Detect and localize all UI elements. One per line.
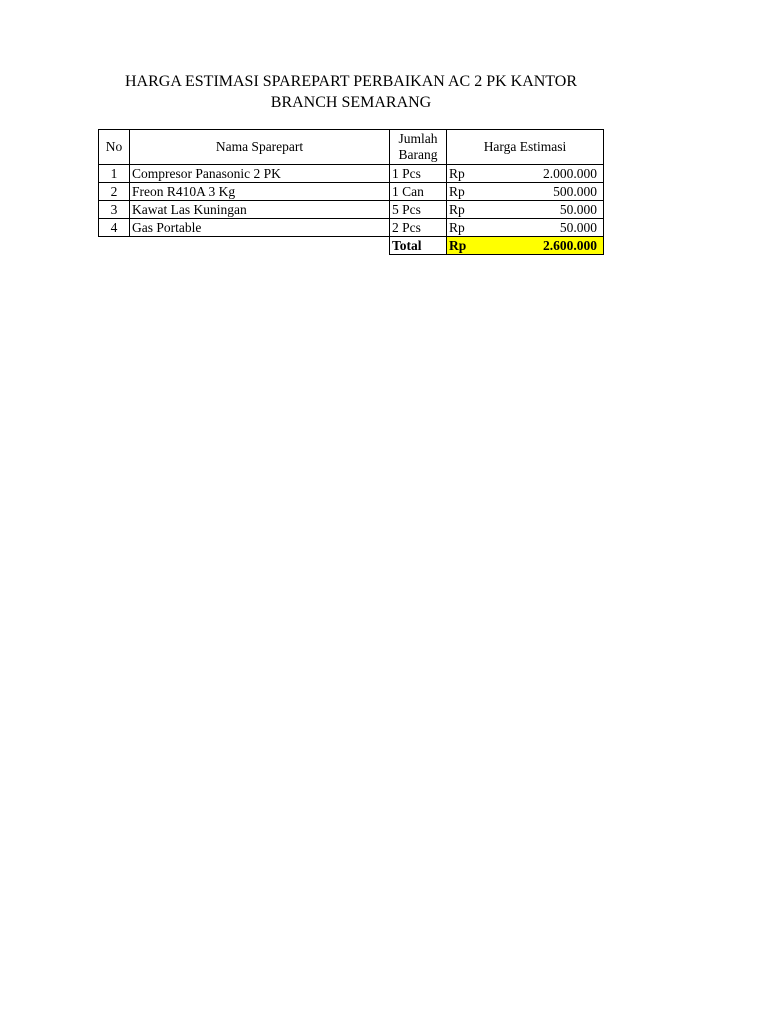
row-nama: Freon R410A 3 Kg xyxy=(130,183,390,201)
row-jumlah: 1 Pcs xyxy=(390,165,447,183)
header-no: No xyxy=(99,130,130,165)
row-no: 1 xyxy=(99,165,130,183)
total-spacer-no xyxy=(99,237,130,255)
total-currency: Rp xyxy=(447,237,471,255)
row-no: 4 xyxy=(99,219,130,237)
row-harga: 50.000 xyxy=(471,201,604,219)
row-no: 2 xyxy=(99,183,130,201)
row-nama: Compresor Panasonic 2 PK xyxy=(130,165,390,183)
table-row xyxy=(99,165,604,183)
total-value: 2.600.000 xyxy=(471,237,604,255)
document-title xyxy=(98,71,604,113)
row-currency: Rp xyxy=(447,165,471,183)
row-currency: Rp xyxy=(447,219,471,237)
header-jumlah-barang xyxy=(390,130,447,165)
estimate-table xyxy=(98,129,604,255)
row-nama: Kawat Las Kuningan xyxy=(130,201,390,219)
header-jumlah-line-2: Barang xyxy=(398,147,438,162)
title-line-1: HARGA ESTIMASI SPAREPART PERBAIKAN AC 2 PK KANTOR xyxy=(124,73,578,90)
row-jumlah: 2 Pcs xyxy=(390,219,447,237)
total-spacer-nama xyxy=(130,237,390,255)
row-jumlah: 1 Can xyxy=(390,183,447,201)
row-currency: Rp xyxy=(447,183,471,201)
row-harga: 50.000 xyxy=(471,219,604,237)
title-line-2: BRANCH SEMARANG xyxy=(270,94,432,111)
table-row xyxy=(99,219,604,237)
row-harga: 2.000.000 xyxy=(471,165,604,183)
total-label: Total xyxy=(390,237,447,255)
total-row xyxy=(99,237,604,255)
header-jumlah-line-1: Jumlah xyxy=(398,131,438,146)
row-nama: Gas Portable xyxy=(130,219,390,237)
header-nama-sparepart: Nama Sparepart xyxy=(130,130,390,165)
table-header-row xyxy=(99,130,604,165)
row-no: 3 xyxy=(99,201,130,219)
row-jumlah: 5 Pcs xyxy=(390,201,447,219)
table-row xyxy=(99,201,604,219)
table-row xyxy=(99,183,604,201)
row-currency: Rp xyxy=(447,201,471,219)
header-harga-estimasi: Harga Estimasi xyxy=(447,130,604,165)
row-harga: 500.000 xyxy=(471,183,604,201)
